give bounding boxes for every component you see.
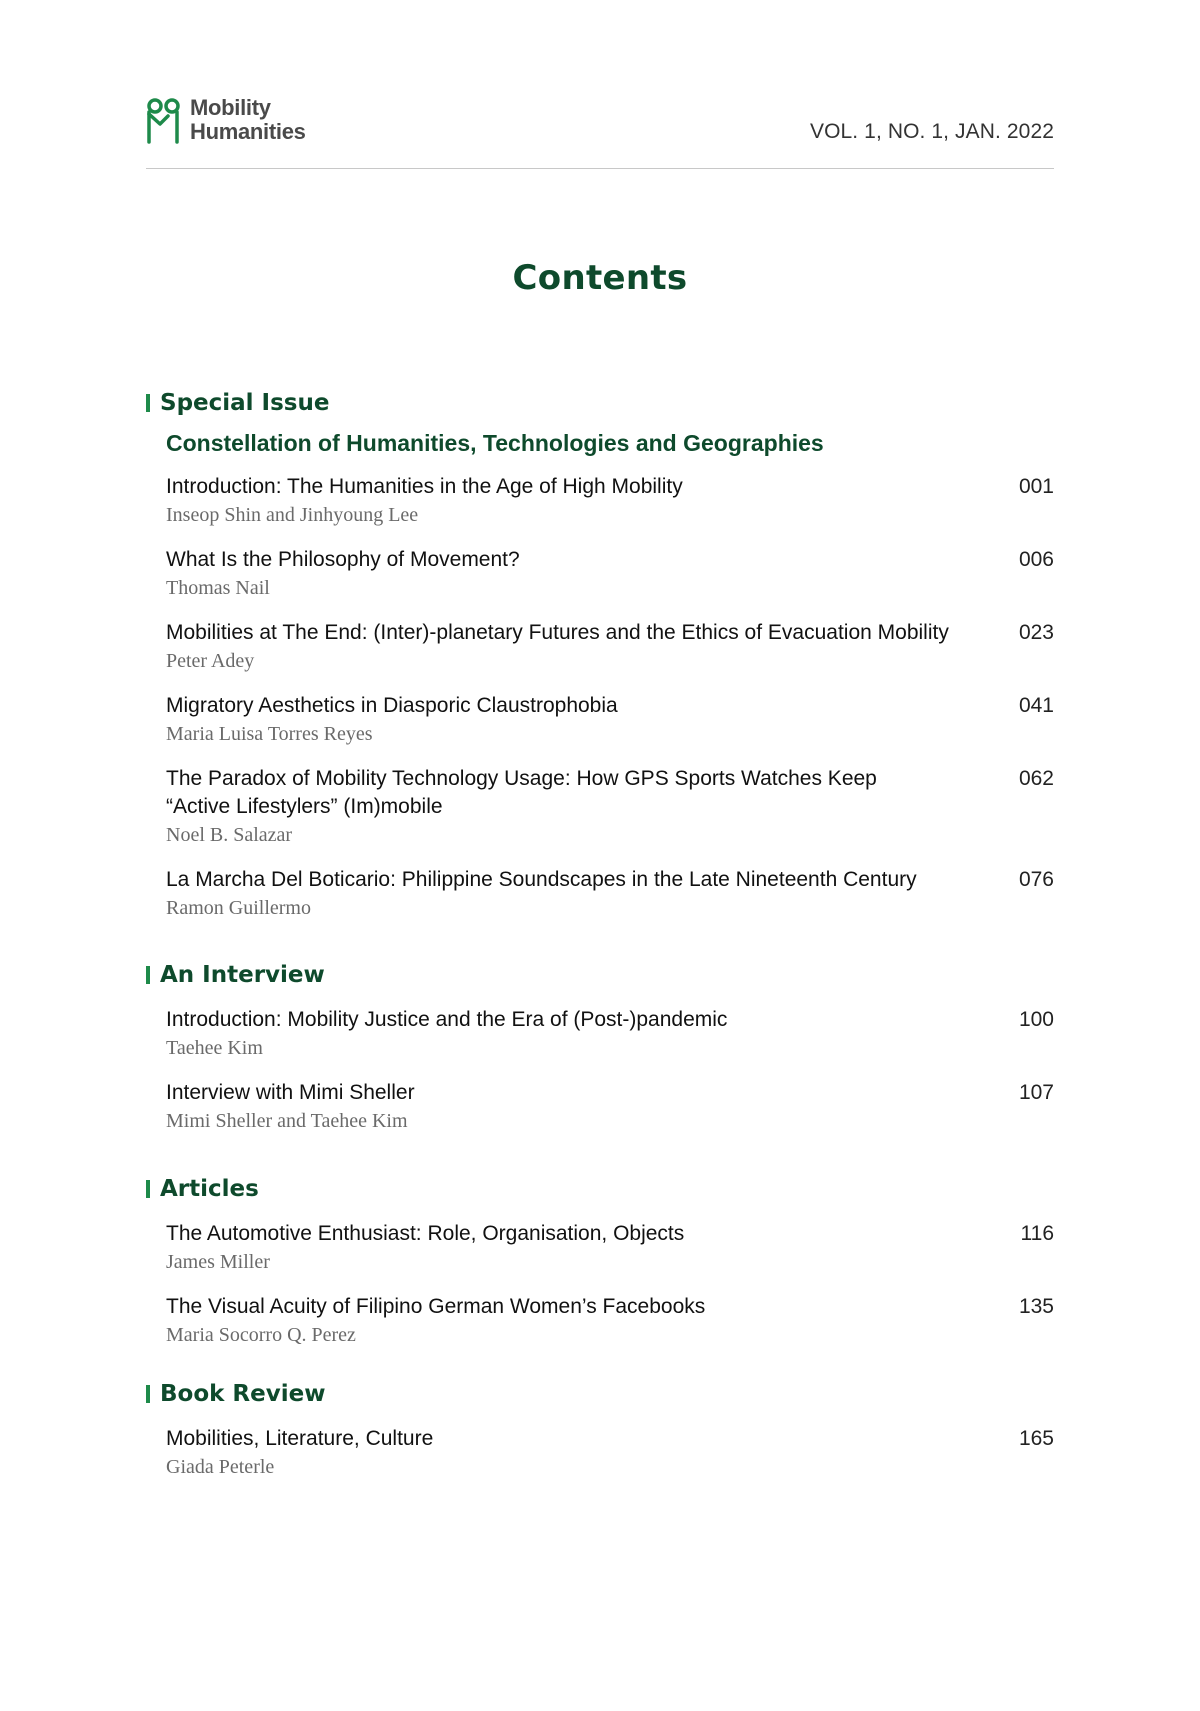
entry-page-number: 001 (1018, 475, 1054, 498)
entry-page-number: 116 (1020, 1222, 1054, 1245)
entry-page-number: 107 (1018, 1081, 1054, 1104)
section-heading-label: An Interview (160, 962, 325, 988)
entry-title: Interview with Mimi Sheller (166, 1081, 415, 1104)
toc-entry[interactable] (166, 1079, 1054, 1135)
entry-page-number: 135 (1018, 1295, 1054, 1318)
section-marker (146, 966, 150, 984)
entry-title: La Marcha Del Boticario: Philippine Soundscapes in the Late Nineteenth Century (166, 868, 917, 891)
journal-logo (146, 96, 306, 146)
entry-page-number: 100 (1018, 1008, 1054, 1031)
toc-entry[interactable] (166, 1220, 1054, 1276)
contents-page (146, 0, 1054, 1711)
toc-entry[interactable] (166, 866, 1054, 922)
section-marker (146, 1180, 150, 1198)
section-marker (146, 1385, 150, 1403)
section-heading (146, 1174, 1054, 1204)
toc-entry[interactable] (166, 1293, 1054, 1349)
section-articles (146, 1174, 1054, 1349)
section-heading-label: Articles (160, 1176, 259, 1202)
entry-page-number: 062 (1018, 767, 1054, 790)
entry-page-number: 006 (1018, 548, 1054, 571)
section-heading-label: Special Issue (160, 390, 330, 416)
entry-author: Mimi Sheller and Taehee Kim (166, 1110, 408, 1132)
logo-line-1: Mobility (190, 95, 271, 120)
entry-title: The Visual Acuity of Filipino German Women’s Facebooks (166, 1295, 706, 1318)
entry-author: Taehee Kim (166, 1037, 263, 1059)
section-special-issue (146, 388, 1054, 922)
entry-page-number: 165 (1018, 1427, 1054, 1450)
toc-entry[interactable] (166, 765, 1054, 849)
entry-page-number: 076 (1018, 868, 1054, 891)
entry-author: Maria Luisa Torres Reyes (166, 723, 373, 745)
page-title: Contents (512, 258, 688, 298)
entry-author: Giada Peterle (166, 1456, 275, 1478)
entry-author: Thomas Nail (166, 577, 270, 599)
entry-author: Maria Socorro Q. Perez (166, 1324, 356, 1346)
toc-entry[interactable] (166, 619, 1054, 675)
toc-entry[interactable] (166, 1006, 1054, 1062)
page-header (146, 96, 1054, 169)
entry-title: Mobilities at The End: (Inter)-planetary Futures and the Ethics of Evacuation Mobility (166, 621, 949, 644)
entry-page-number: 023 (1018, 621, 1054, 644)
section-book-review (146, 1379, 1054, 1481)
toc-entry[interactable] (166, 473, 1054, 529)
logo-wordmark (190, 96, 306, 144)
entry-author: Ramon Guillermo (166, 897, 311, 919)
toc-entry[interactable] (166, 692, 1054, 748)
entry-title: Mobilities, Literature, Culture (166, 1427, 434, 1450)
entry-author: Inseop Shin and Jinhyoung Lee (166, 504, 419, 526)
section-heading (146, 1379, 1054, 1409)
section-heading (146, 388, 1054, 418)
section-heading-label: Book Review (160, 1381, 326, 1407)
logo-line-2: Humanities (190, 119, 306, 144)
entry-title: Introduction: The Humanities in the Age of High Mobility (166, 475, 683, 498)
entry-author: Peter Adey (166, 650, 255, 672)
logo-mark-icon (146, 98, 182, 146)
entry-title: What Is the Philosophy of Movement? (166, 548, 520, 571)
entry-title: Introduction: Mobility Justice and the Era of (Post-)pandemic (166, 1008, 728, 1031)
entry-title: The Automotive Enthusiast: Role, Organisation, Objects (166, 1222, 685, 1245)
entry-page-number: 041 (1018, 694, 1054, 717)
special-issue-subtitle: Constellation of Humanities, Technologies and Geographies (166, 430, 824, 456)
entry-author: Noel B. Salazar (166, 824, 293, 846)
section-an-interview (146, 960, 1054, 1135)
toc-entry[interactable] (166, 1425, 1054, 1481)
section-marker (146, 394, 150, 412)
entry-author: James Miller (166, 1251, 270, 1273)
entry-title: The Paradox of Mobility Technology Usage: How GPS Sports Watches Keep “Active Lifestylers” (Im)mobile (166, 767, 877, 818)
section-heading (146, 960, 1054, 990)
volume-info: VOL. 1, NO. 1, JAN. 2022 (809, 120, 1054, 143)
toc-entry[interactable] (166, 546, 1054, 602)
entry-title: Migratory Aesthetics in Diasporic Claustrophobia (166, 694, 618, 717)
